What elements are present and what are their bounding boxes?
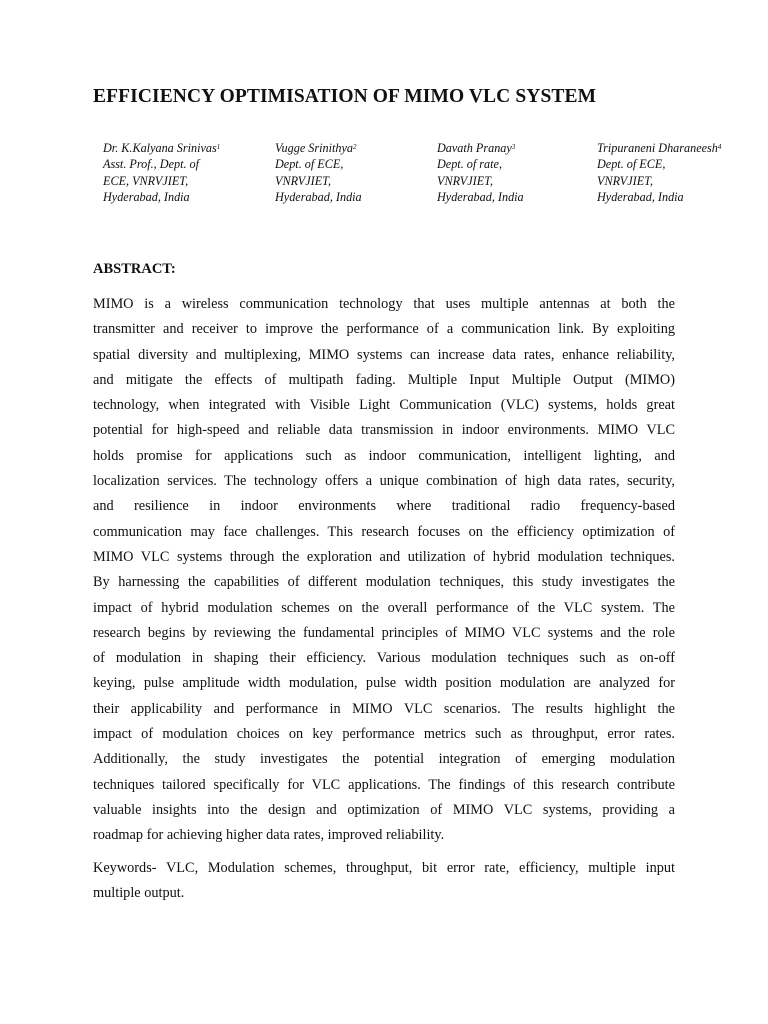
keywords-paragraph xyxy=(93,856,675,907)
abstract-line: transmitter and receiver to improve the performance of a communication link. By exploiting xyxy=(93,321,675,338)
author-3-affiliation-1: Dept. of rate, xyxy=(437,157,502,172)
abstract-line: keying, pulse amplitude width modulation, pulse width position modulation are analyzed for xyxy=(93,675,675,692)
abstract-line: impact of modulation choices on key performance metrics such as throughput, error rates. xyxy=(93,726,675,743)
abstract-line: localization services. The technology offers a unique combination of high data rates, security, xyxy=(93,473,675,490)
abstract-line: roadmap for achieving higher data rates, improved reliability. xyxy=(93,827,445,844)
abstract-line: By harnessing the capabilities of different modulation techniques, this study investigates the xyxy=(93,574,675,591)
abstract-line: and mitigate the effects of multipath fading. Multiple Input Multiple Output (MIMO) xyxy=(93,371,675,388)
author-4-name-line xyxy=(597,140,721,156)
abstract-line: techniques tailored specifically for VLC applications. The findings of this research contribute xyxy=(93,776,675,793)
abstract-body xyxy=(93,292,675,849)
author-1-affiliation-2: ECE, VNRVJIET, xyxy=(103,173,189,188)
abstract-line: MIMO is a wireless communication technology that uses multiple antennas at both the xyxy=(93,296,675,312)
abstract-line: of modulation in shaping their efficiency. Various modulation techniques such as on-off xyxy=(93,650,675,667)
author-2-name: Vugge Srinithya xyxy=(275,141,353,155)
author-1-name: Dr. K.Kalyana Srinivas xyxy=(103,141,217,155)
abstract-line: impact of hybrid modulation schemes on the overall performance of the VLC system. The xyxy=(93,599,675,616)
author-3-name: Davath Pranay xyxy=(437,141,512,155)
author-1-name-line xyxy=(103,140,220,156)
author-3-name-line xyxy=(437,140,524,156)
author-2-superscript: 2 xyxy=(352,143,357,151)
abstract-line: valuable insights into the design and optimization of MIMO VLC systems, providing a xyxy=(93,801,675,818)
author-4-name: Tripuraneni Dharaneesh xyxy=(597,141,718,155)
author-2-affiliation-1: Dept. of ECE, xyxy=(275,157,344,172)
abstract-line: MIMO VLC systems through the exploration and utilization of hybrid modulation techniques. xyxy=(93,548,675,565)
author-3-affiliation-2: VNRVJIET, xyxy=(437,173,494,188)
author-block xyxy=(0,140,768,210)
author-2-affiliation-3: Hyderabad, India xyxy=(275,190,362,205)
abstract-line: research begins by reviewing the fundamental principles of MIMO VLC systems and the role xyxy=(93,624,675,641)
author-3-affiliation-3: Hyderabad, India xyxy=(437,190,524,205)
author-4 xyxy=(597,140,721,206)
keywords-line: Keywords- VLC, Modulation schemes, throughput, bit error rate, efficiency, multiple input xyxy=(93,860,675,876)
abstract-line: holds promise for applications such as indoor communication, intelligent lighting, and xyxy=(93,447,675,464)
author-2 xyxy=(275,140,362,206)
author-1-affiliation-1: Asst. Prof., Dept. of xyxy=(103,157,200,172)
author-1-affiliation-3: Hyderabad, India xyxy=(103,190,190,205)
author-4-affiliation-1: Dept. of ECE, xyxy=(597,157,666,172)
abstract-line: their applicability and performance in MIMO VLC scenarios. The results highlight the xyxy=(93,700,675,717)
abstract-line: technology, when integrated with Visible Light Communication (VLC) systems, holds great xyxy=(93,397,675,414)
abstract-line: Additionally, the study investigates the potential integration of emerging modulation xyxy=(93,751,675,768)
abstract-line: and resilience in indoor environments where traditional radio frequency-based xyxy=(93,498,675,515)
author-2-name-line xyxy=(275,140,362,156)
author-3 xyxy=(437,140,524,206)
paper-title: EFFICIENCY OPTIMISATION OF MIMO VLC SYSTEM xyxy=(93,86,597,107)
author-1 xyxy=(103,140,220,206)
author-1-superscript: 1 xyxy=(216,143,221,151)
author-4-superscript: 4 xyxy=(717,143,722,151)
abstract-heading: ABSTRACT: xyxy=(93,261,176,277)
author-2-affiliation-2: VNRVJIET, xyxy=(275,173,332,188)
abstract-line: potential for high-speed and reliable data transmission in indoor environments. MIMO VLC xyxy=(93,422,675,439)
author-3-superscript: 3 xyxy=(511,143,516,151)
abstract-line: communication may face challenges. This research focuses on the efficiency optimization of xyxy=(93,523,675,540)
author-4-affiliation-2: VNRVJIET, xyxy=(597,173,654,188)
abstract-line: spatial diversity and multiplexing, MIMO systems can increase data rates, enhance reliability, xyxy=(93,346,675,363)
keywords-line: multiple output. xyxy=(93,885,185,902)
author-4-affiliation-3: Hyderabad, India xyxy=(597,190,684,205)
